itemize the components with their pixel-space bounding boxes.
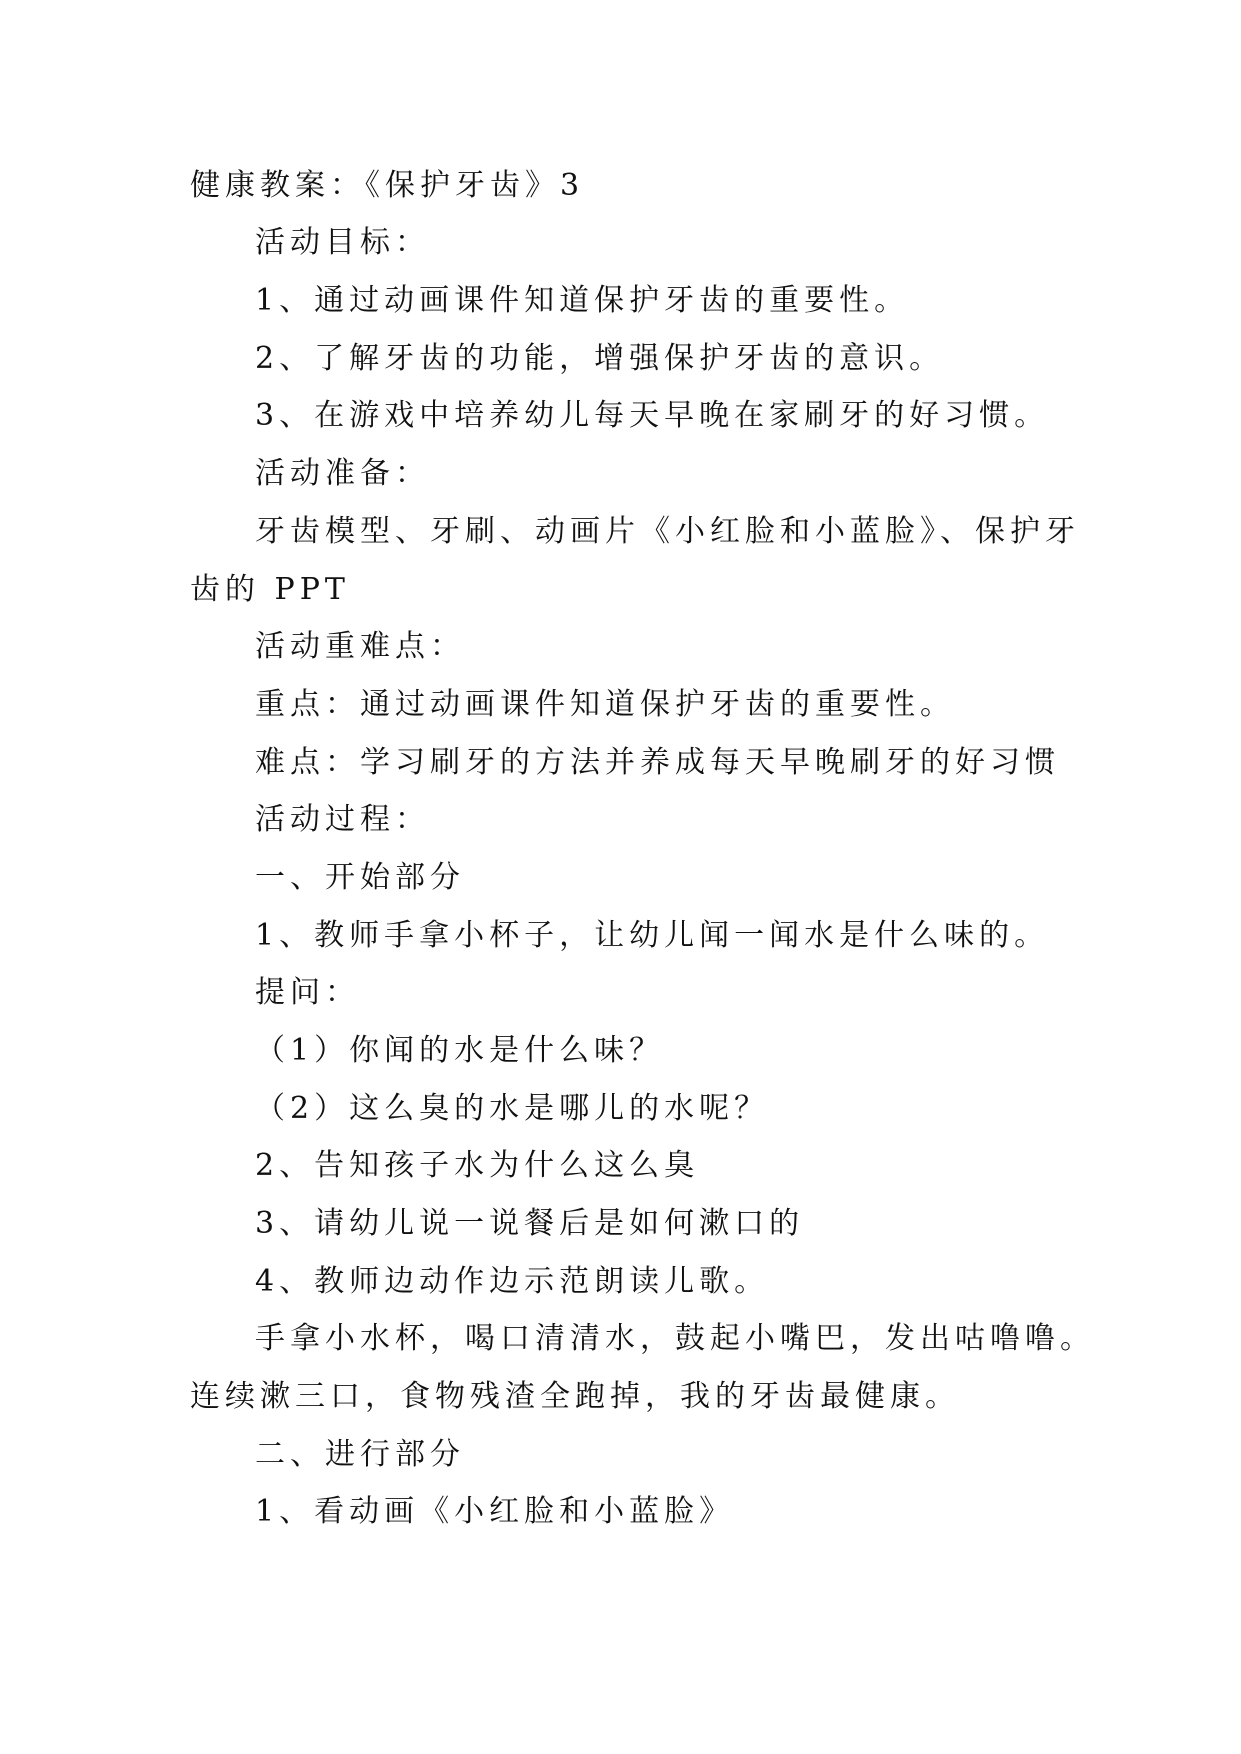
question-label: 提问： — [255, 975, 360, 1010]
rhyme-line-2: 连续漱三口，食物残渣全跑掉，我的牙齿最健康。 — [190, 1379, 960, 1414]
subsection-heading-start: 一、开始部分 — [255, 860, 465, 895]
preparation-text-line-1: 牙齿模型、牙刷、动画片《小红脸和小蓝脸》、保护牙 — [255, 514, 1080, 549]
process-step-2: 2、告知孩子水为什么这么臭 — [255, 1148, 700, 1183]
key-point-text: 重点：通过动画课件知道保护牙齿的重要性。 — [255, 687, 955, 722]
question-item-2: （2）这么臭的水是哪儿的水呢？ — [255, 1091, 770, 1126]
section-heading-key-points: 活动重难点： — [255, 629, 465, 664]
preparation-text-line-2: 齿的 PPT — [190, 572, 350, 607]
document-title: 健康教案：《保护牙齿》3 — [190, 168, 585, 203]
section-heading-goals: 活动目标： — [255, 225, 430, 260]
subsection-heading-main: 二、进行部分 — [255, 1437, 465, 1472]
process-step-4: 4、教师边动作边示范朗读儿歌。 — [255, 1264, 770, 1299]
difficulty-text: 难点：学习刷牙的方法并养成每天早晚刷牙的好习惯 — [255, 745, 1060, 780]
main-step-1: 1、看动画《小红脸和小蓝脸》 — [255, 1494, 735, 1529]
goal-item-1: 1、通过动画课件知道保护牙齿的重要性。 — [255, 283, 910, 318]
rhyme-line-1: 手拿小水杯，喝口清清水，鼓起小嘴巴，发出咕噜噜。 — [255, 1321, 1095, 1356]
process-step-3: 3、请幼儿说一说餐后是如何漱口的 — [255, 1206, 805, 1241]
goal-item-2: 2、了解牙齿的功能，增强保护牙齿的意识。 — [255, 341, 945, 376]
section-heading-process: 活动过程： — [255, 802, 430, 837]
goal-item-3: 3、在游戏中培养幼儿每天早晚在家刷牙的好习惯。 — [255, 398, 1050, 433]
process-step-1: 1、教师手拿小杯子，让幼儿闻一闻水是什么味的。 — [255, 918, 1050, 953]
section-heading-preparation: 活动准备： — [255, 456, 430, 491]
question-item-1: （1）你闻的水是什么味？ — [255, 1033, 665, 1068]
